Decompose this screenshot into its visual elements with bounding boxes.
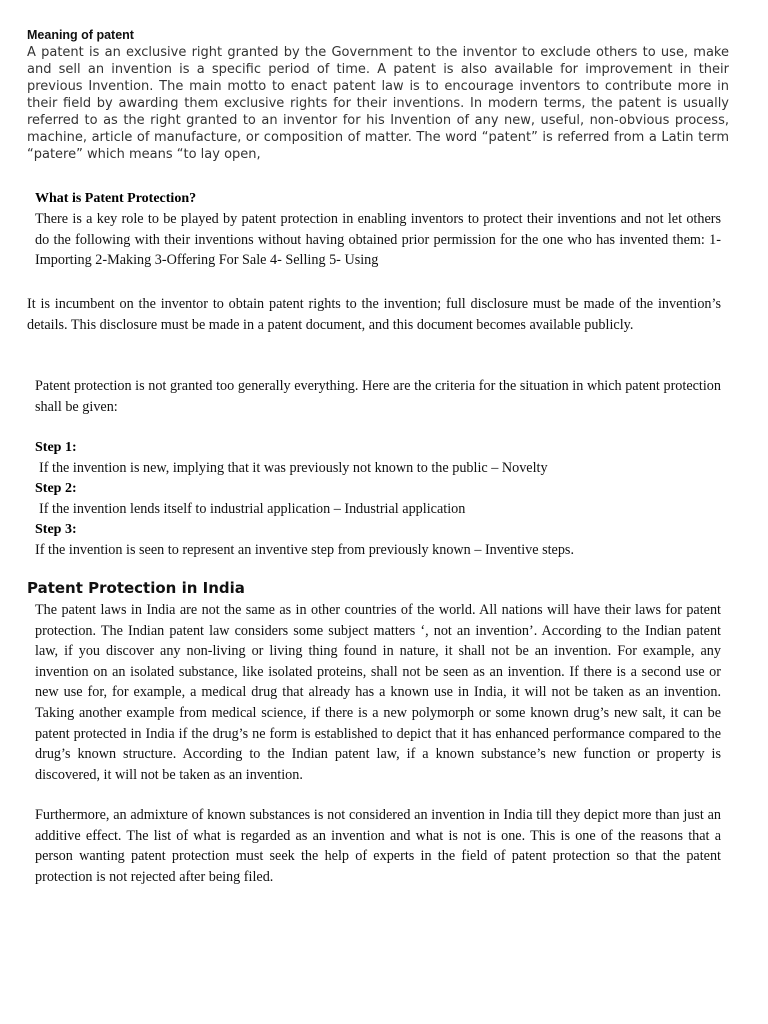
meaning-paragraph: A patent is an exclusive right granted by the Government to the inventor to exclude others to use, make and sell an invention is a specific period of time. A patent is also available for improvement in their previous Invention. The main motto to enact patent law is to encourage inventors to contribute more in their field by awarding them exclusive rights for their inventions. In modern terms, the patent is usually referred to as the right granted to an inventor for his Invention of any new, useful, non-obvious process, machine, article of manufacture, or composition of matter. The word “patent” is referred from a Latin term “patere” which means “to lay open, [27, 45, 729, 162]
step-3-text: If the invention is seen to represent an inventive step from previously known – Inventive steps. [35, 542, 575, 558]
step-1-label: Step 1: [35, 440, 77, 455]
step-1-text: If the invention is new, implying that it was previously not known to the public – Novelty [39, 460, 548, 476]
protection-heading: What is Patent Protection? [35, 191, 197, 206]
india-heading: Patent Protection in India [27, 579, 245, 597]
criteria-intro-paragraph: Patent protection is not granted too generally everything. Here are the criteria for the situation in which patent protection shall be given: [35, 378, 721, 415]
step-3-label: Step 3: [35, 522, 77, 537]
india-paragraph-1: The patent laws in India are not the same as in other countries of the world. All nations will have their laws for patent protection. The Indian patent law considers some subject matters ‘, not an invention’. According to the Indian patent law, if you discover any non-living or living thing found in nature, it shall not be an invention. For example, any invention on an isolated substance, like isolated proteins, shall not be seen as an invention. If there is a second use or new use for, for example, a medical drug that already has a known use in India, it will not be taken as an invention. Taking another example from medical science, if there is a new polymorph or some known drug’s new salt, it can be patent protected in India if the drug’s ne form is established to depict that it has enhanced performance compared to the drug’s known structure. According to the Indian patent law, if a known substance’s new function or property is discovered, it will not be taken as an invention. [35, 602, 721, 783]
protection-paragraph: There is a key role to be played by patent protection in enabling inventors to protect their inventions and not let others do the following with their inventions without having obtained prior permission for the one who has invented them: 1- Importing 2-Making 3-Offering For Sale 4- Selling 5- Using [35, 211, 721, 269]
disclosure-paragraph: It is incumbent on the inventor to obtain patent rights to the invention; full disclosure must be made of the invention’s details. This disclosure must be made in a patent document, and this document becomes available publicly. [27, 296, 721, 333]
step-2-text: If the invention lends itself to industrial application – Industrial application [39, 501, 466, 517]
step-2-label: Step 2: [35, 481, 77, 496]
meaning-heading: Meaning of patent [27, 28, 134, 42]
india-paragraph-2: Furthermore, an admixture of known substances is not considered an invention in India till they depict more than just an additive effect. The list of what is regarded as an invention and what is not is one. This is one of the reasons that a person wanting patent protection must seek the help of experts in the field of patent protection so that the patent protection is not rejected after being filed. [35, 807, 721, 885]
